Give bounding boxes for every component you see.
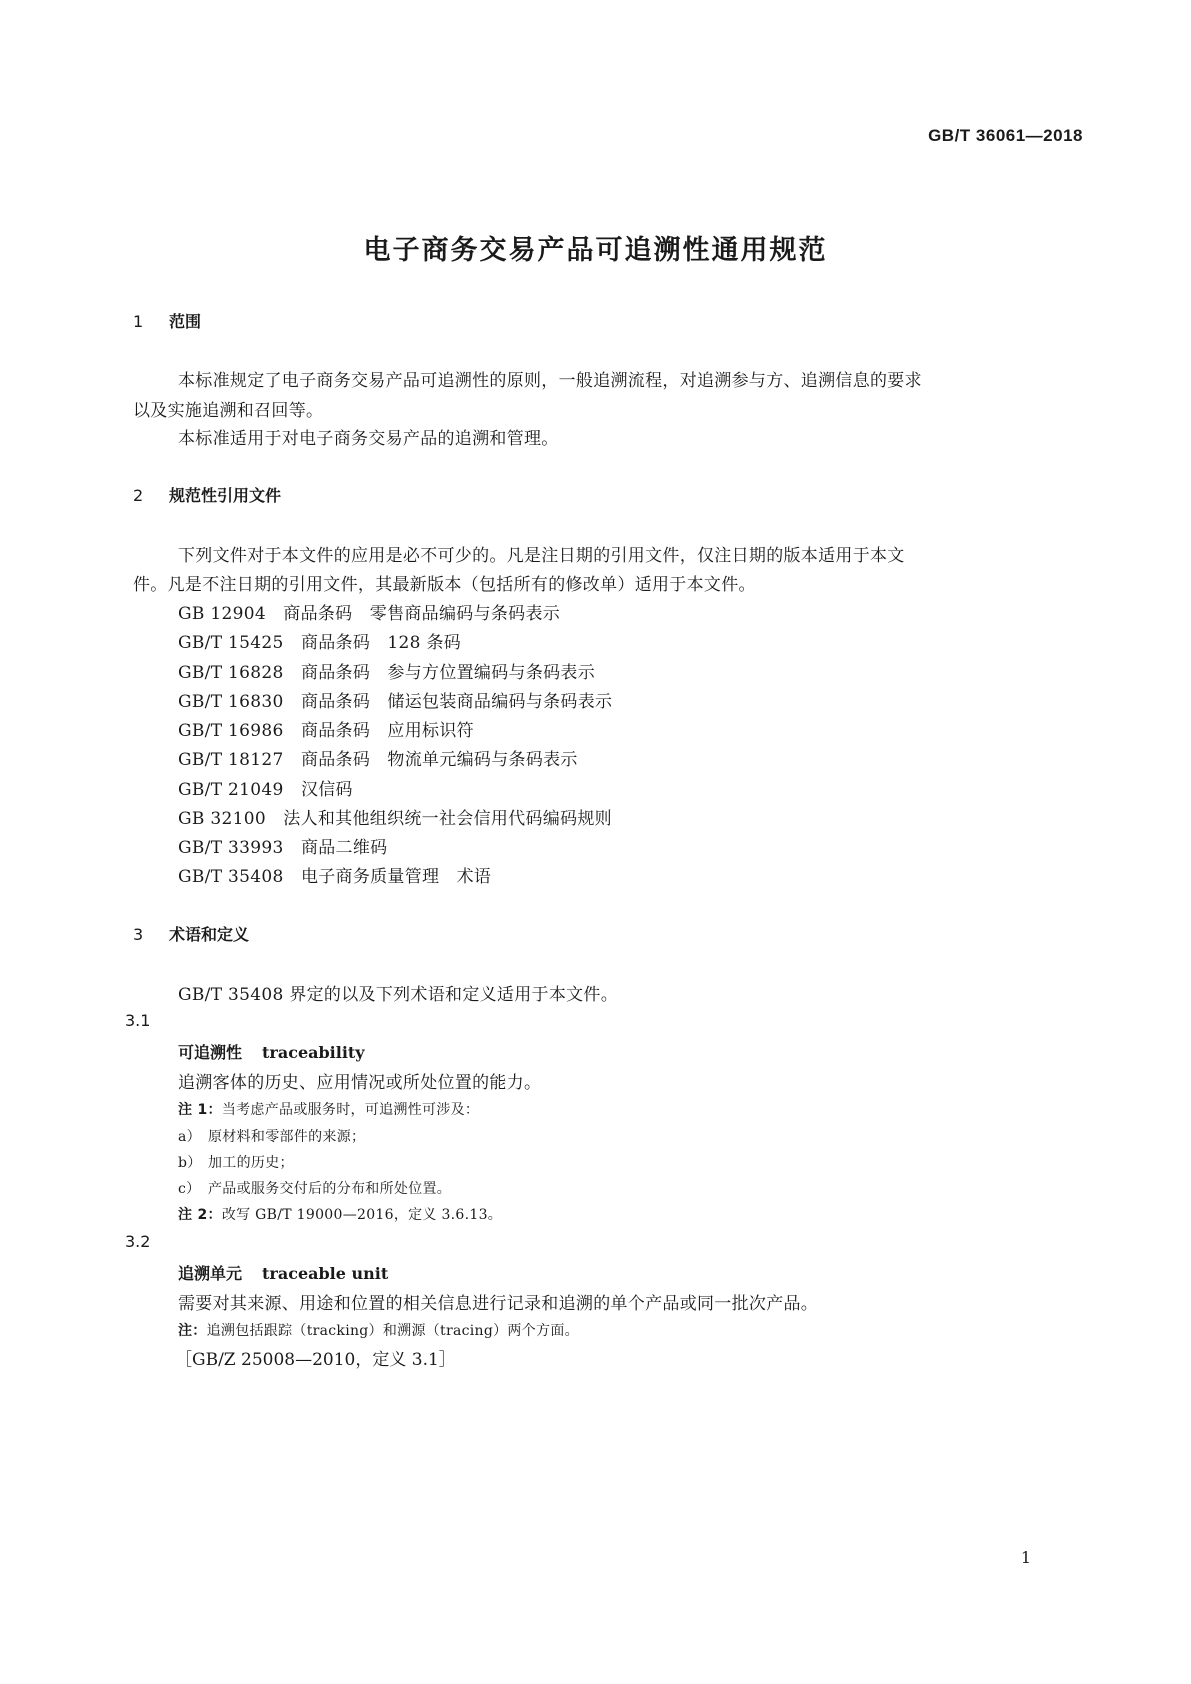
references-intro-line-1: 下列文件对于本文件的应用是必不可少的。凡是注日期的引用文件，仅注日期的版本适用于本文 <box>178 546 905 566</box>
list-text: 原材料和零部件的来源； <box>208 1129 366 1145</box>
note-text: 当考虑产品或服务时，可追溯性可涉及： <box>221 1102 480 1118</box>
reference-title: 商品二维码 <box>300 838 388 858</box>
term-number: 3.1 <box>125 1011 151 1030</box>
term-heading <box>178 1261 388 1284</box>
reference-title: 商品条码 零售商品编码与条码表示 <box>283 604 561 624</box>
references-intro-line-2: 件。凡是不注日期的引用文件，其最新版本（包括所有的修改单）适用于本文件。 <box>133 575 756 595</box>
note-label: 注 2： <box>178 1207 222 1223</box>
note-list-item <box>178 1178 451 1198</box>
list-text: 加工的历史； <box>208 1155 294 1171</box>
reference-title: 电子商务质量管理 术语 <box>300 867 492 887</box>
section-title: 术语和定义 <box>169 925 250 944</box>
page-number: 1 <box>1020 1548 1031 1567</box>
reference-title: 商品条码 应用标识符 <box>300 721 474 741</box>
note-label: 注 1： <box>178 1102 222 1118</box>
section-3-heading <box>133 922 249 945</box>
reference-item <box>178 775 353 800</box>
term-number: 3.2 <box>125 1232 151 1251</box>
section-number: 1 <box>133 312 144 331</box>
reference-title: 法人和其他组织统一社会信用代码编码规则 <box>283 809 612 829</box>
note-text: 改写 GB/T 19000—2016，定义 3.6.13。 <box>221 1207 503 1223</box>
document-title: 电子商务交易产品可追溯性通用规范 <box>363 235 828 266</box>
section-title: 范围 <box>169 312 202 331</box>
term-english: traceable unit <box>262 1264 389 1283</box>
reference-code: GB/T 18127 <box>178 750 284 770</box>
reference-code: GB/T 33993 <box>178 838 284 858</box>
term-note-1 <box>178 1099 479 1119</box>
reference-item <box>178 804 612 829</box>
reference-code: GB/T 21049 <box>178 780 284 800</box>
terms-intro: GB/T 35408 界定的以及下列术语和定义适用于本文件。 <box>178 985 619 1005</box>
reference-title: 商品条码 128 条码 <box>300 633 462 653</box>
reference-item <box>178 599 560 624</box>
term-note-2 <box>178 1204 502 1224</box>
list-marker: b） <box>178 1155 202 1171</box>
term-english: traceability <box>262 1043 365 1062</box>
section-number: 3 <box>133 925 144 944</box>
section-title: 规范性引用文件 <box>169 486 282 505</box>
term-chinese: 追溯单元 <box>178 1264 243 1283</box>
reference-code: GB/T 16830 <box>178 692 284 712</box>
term-chinese: 可追溯性 <box>178 1043 243 1062</box>
reference-item <box>178 658 595 683</box>
reference-title: 商品条码 物流单元编码与条码表示 <box>300 750 578 770</box>
list-marker: c） <box>178 1181 201 1197</box>
reference-code: GB 12904 <box>178 604 266 624</box>
reference-code: GB/T 16828 <box>178 663 284 683</box>
scope-paragraph-2: 本标准适用于对电子商务交易产品的追溯和管理。 <box>178 429 559 449</box>
term-definition: 追溯客体的历史、应用情况或所处位置的能力。 <box>178 1073 542 1093</box>
note-list-item <box>178 1126 365 1146</box>
term-heading <box>178 1040 365 1063</box>
section-number: 2 <box>133 486 144 505</box>
section-2-heading <box>133 483 281 506</box>
section-1-heading <box>133 309 201 332</box>
reference-item <box>178 833 387 858</box>
reference-title: 商品条码 储运包装商品编码与条码表示 <box>300 692 613 712</box>
reference-title: 商品条码 参与方位置编码与条码表示 <box>300 663 596 683</box>
list-text: 产品或服务交付后的分布和所处位置。 <box>208 1181 452 1197</box>
reference-code: GB/T 16986 <box>178 721 284 741</box>
reference-code: GB 32100 <box>178 809 266 829</box>
reference-item <box>178 862 491 887</box>
list-marker: a） <box>178 1129 201 1145</box>
term-definition: 需要对其来源、用途和位置的相关信息进行记录和追溯的单个产品或同一批次产品。 <box>178 1294 819 1314</box>
reference-item <box>178 687 612 712</box>
scope-paragraph-1-line-1: 本标准规定了电子商务交易产品可追溯性的原则，一般追溯流程，对追溯参与方、追溯信息的要求 <box>178 371 922 391</box>
scope-paragraph-1-line-2: 以及实施追溯和召回等。 <box>133 401 324 421</box>
term-note <box>178 1320 579 1340</box>
note-text: 追溯包括跟踪（tracking）和溯源（tracing）两个方面。 <box>206 1323 579 1339</box>
reference-item <box>178 628 461 653</box>
reference-item <box>178 745 578 770</box>
term-source: ［GB/Z 25008—2010，定义 3.1］ <box>175 1350 456 1370</box>
note-list-item <box>178 1152 294 1172</box>
reference-item <box>178 716 474 741</box>
reference-code: GB/T 35408 <box>178 867 284 887</box>
reference-title: 汉信码 <box>300 780 353 800</box>
reference-code: GB/T 15425 <box>178 633 284 653</box>
note-label: 注： <box>178 1323 207 1339</box>
standard-code: GB/T 36061—2018 <box>928 126 1083 145</box>
